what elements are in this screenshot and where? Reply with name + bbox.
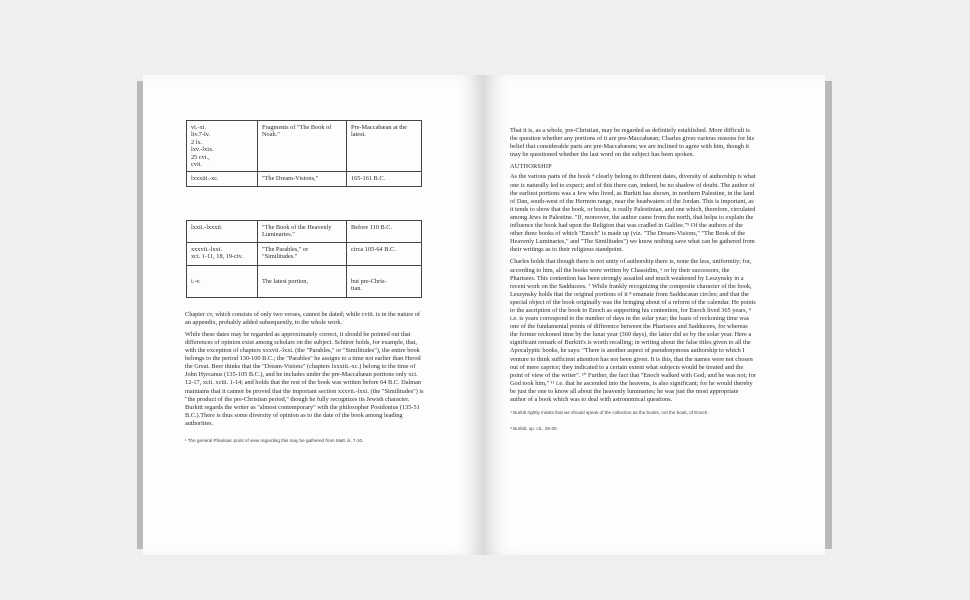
table-row <box>187 242 422 265</box>
footnote: ⁵ Burkitt, op. cit., 28-30. <box>510 426 558 432</box>
table-row <box>187 172 422 186</box>
table-cell: The latest portion, <box>258 265 347 297</box>
paragraph: That it is, as a whole, pre-Christian, may be regarded as definitely established. More difficult is the question whether any portions of it are pre-Maccabæan; Charles gives various reasons for his belief that considerable parts are pre-Maccabæum; we are inclined to agree with him, though it may be questioned whether the last word on the subject has been spoken. <box>510 127 755 159</box>
table-cell: but pre-Chris- tian. <box>347 265 422 297</box>
footnote: ¹ The general Pharisaic point of view regarding this may be gathered from Matt. iii. 7-10. <box>185 437 364 443</box>
table-cell: lxxii.-lxxxii. <box>187 220 258 242</box>
table-cell: lxxxiii.-xc. <box>187 172 258 186</box>
left-page <box>143 75 483 555</box>
paragraph: As the various parts of the book ⁴ clearly belong to different dates, diversity of authorship is what one is naturally led to expect; and of this there can, indeed, be no shadow of doubt. The author of the earliest portions was a Jew who lived, as Burkitt has shown, in northern Palestine, in the land of Dan, south-west of the Hermon range, near the headwaters of the Jordan. This is important, as it tends to show that the book, or books, is really Palestinian, and one which, therefore, circulated among Jews in Palestine. "If, moreover, the author came from the north, that helps to explain the influence the book had upon the Religion that was cradled in Galilee."⁵ Of the authors of the other three books of which "Enoch" is made up (viz. "The Dream-Visions," "The Book of the Heavenly Luminaries," and "The Similitudes") we know nothing save what can be gathered from their writings as to their religious standpoint. <box>510 173 756 254</box>
footnote: ⁴ Burkitt rightly insists that we should speak of the collection as the books, not the book, of Enoch. <box>510 410 709 416</box>
table-cell: Before 110 B.C. <box>347 220 422 242</box>
table-cell: 165-161 B.C. <box>347 172 422 186</box>
table-cell: Pre-Maccabæan at the latest. <box>347 121 422 172</box>
open-book <box>143 75 825 555</box>
dates-table-2 <box>186 220 422 298</box>
section-heading: AUTHORSHIP <box>510 163 552 171</box>
table-cell: circa 105-64 B.C. <box>347 242 422 265</box>
right-page <box>483 75 825 555</box>
table-row <box>187 265 422 297</box>
right-page-content <box>510 127 756 432</box>
left-page-content <box>185 120 425 444</box>
paragraph: Charles holds that though there is not unity of authorship there is, none the less, uniformity; for, according to him, all the books were written by Chassidim, ⁶ or by their successors, the Pharisees. This contention has been strongly assailed and much weakened by Leszynsky in a recent work on the Sadducees. ⁷ While frankly recognizing the composite character of the book, Leszynsky holds that the original portions of it ⁸ emanate from Sadducæan circles; and that the special object of the book originally was the bringing about of a reform of the calendar. He points to the ascription of the book to Enoch as supporting his contention, for Enoch lived 365 years, ⁹ i.e. is years correspond to the number of days in the solar year; the basis of reckoning time was one of the fundamental points of difference between the Pharisees and Sadducees, for whereas the former reckoned time by the lunar year (360 days), the latter did so by the solar year. Here a significant remark of Burkitt's is worth recalling; in writing about the false titles given to all the Apocalyptic books, he says: "There is another aspect of pseudonymous authorship to which I venture to think sufficient attention has not been given. It is this, that the names were not chosen out of mere caprice; they indicated to a certain extent what subjects would be treated and the point of view of the writer". ¹⁰ Further, the fact that "Enoch walked with God; and he was not; for God took him," ¹¹ i.e. that he ascended into the heavens, is also significant; for he would thereby be just the one to know all about the heavenly luminaries; he was just the most appropriate author of a book which was to deal with astronomical questions. <box>510 258 756 403</box>
paragraph: While these dates may be regarded as approximately correct, it should be pointed out that differences of opinion exist among scholars on the subject. Schürer holds, for example, that, with the exception of chapters xxxvii.-lxxi. (the "Parables," or "Similitudes"), the entire book belongs to the period 130-100 B.C.; the "Parables" he assigns to a time not earlier than Herod the Great. Beer thinks that the "Dream-Visions" (chapters lxxxiii.-xc.) belong to the time of John Hyrcanus (135-105 B.C.), and he includes under the pre-Maccabæan portions only xci. 12-17, xcii. xciii. 1-14; and holds that the rest of the book was written before 64 B.C. Dalman maintains that it cannot be proved that the important section xxxvii.-lxxi. (the "Similitudes") is "the product of the pre-Christian period," though he fully recognizes its Jewish character. Burkitt regards the writer as "almost contemporary" with the philosopher Posidonius (135-51 B.C.).There is thus some diversity of opinion as to the date of the book among leading authorities. <box>185 330 424 427</box>
table-cell: xxxvii.-lxxi. xci. 1-11, 18, 19-civ. <box>187 242 258 265</box>
table-row <box>187 121 422 172</box>
dates-table-1 <box>186 120 422 187</box>
table-cell: "The Book of the Heavenly Luminaries." <box>258 220 347 242</box>
table-row <box>187 220 422 242</box>
table-cell: i.-v. <box>187 265 258 297</box>
table-cell: Fragments of "The Book of Noah." <box>258 121 347 172</box>
table-cell: vi.-xi. liv.7-lv. 2 lx. lxv.-lxix. 25 cvi., cvii. <box>187 121 258 172</box>
table-cell: "The Parables," or "Similitudes." <box>258 242 347 265</box>
table-cell: "The Dream-Visions," <box>258 172 347 186</box>
paragraph: Chapter cv, which consists of only two verses, cannot be dated; while cviii. is in the nature of an appendix, probably added subsequently, to the whole work. <box>185 310 420 326</box>
